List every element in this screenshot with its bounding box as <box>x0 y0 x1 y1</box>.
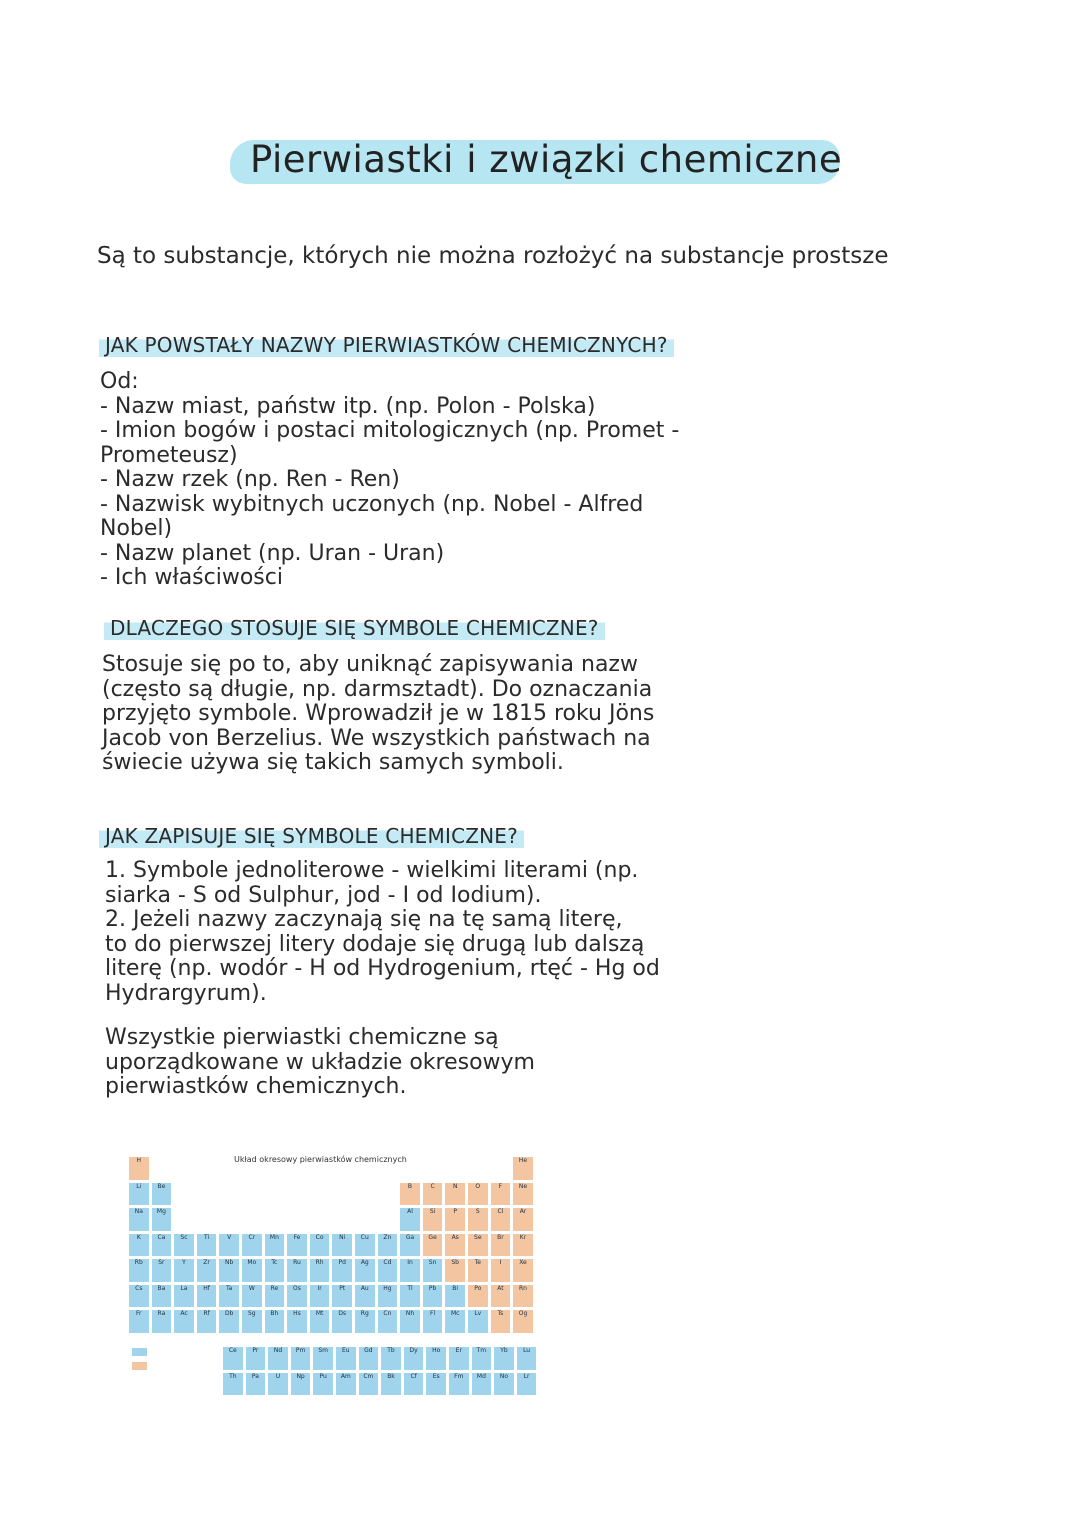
element-cell: Rh <box>309 1258 331 1283</box>
element-cell: Ac <box>173 1309 195 1334</box>
section1-line: - Nazwisk wybitnych uczonych (np. Nobel - Alfred <box>100 491 644 517</box>
summary-line: Wszystkie pierwiastki chemiczne są <box>105 1025 499 1050</box>
element-cell: La <box>173 1284 195 1309</box>
section1-line: Od: <box>100 369 139 394</box>
element-cell: F <box>490 1182 512 1207</box>
element-cell: O <box>467 1182 489 1207</box>
legend-metal-swatch <box>132 1348 147 1356</box>
element-cell: Cl <box>490 1207 512 1232</box>
element-cell: At <box>490 1284 512 1309</box>
section2-line: Jacob von Berzelius. We wszystkich państwach na <box>102 725 651 751</box>
element-cell: Md <box>471 1372 493 1397</box>
element-cell: Xe <box>512 1258 534 1283</box>
section2-line: (często są długie, np. darmsztadt). Do oznaczania <box>102 676 653 702</box>
element-cell: Ho <box>425 1346 447 1371</box>
element-cell: Ga <box>399 1233 421 1258</box>
element-cell: Bk <box>380 1372 402 1397</box>
element-cell: Te <box>467 1258 489 1283</box>
element-cell: Rn <box>512 1284 534 1309</box>
element-cell: Ge <box>422 1233 444 1258</box>
element-cell: Se <box>467 1233 489 1258</box>
element-cell: Re <box>264 1284 286 1309</box>
section1-line: - Nazw planet (np. Uran - Uran) <box>100 540 445 566</box>
summary-body <box>105 1026 535 1100</box>
element-cell: P <box>444 1207 466 1232</box>
element-cell: Pt <box>331 1284 353 1309</box>
element-cell: Lu <box>516 1346 538 1371</box>
element-cell: Ta <box>218 1284 240 1309</box>
element-cell: Dy <box>403 1346 425 1371</box>
section3-body <box>105 859 660 1006</box>
element-cell: He <box>512 1156 534 1181</box>
section3-line: Hydrargyrum). <box>105 980 267 1006</box>
element-cell: B <box>399 1182 421 1207</box>
element-cell: Sg <box>241 1309 263 1334</box>
element-cell: Be <box>151 1182 173 1207</box>
periodic-table <box>126 1148 536 1400</box>
element-cell: N <box>444 1182 466 1207</box>
element-cell: Hg <box>377 1284 399 1309</box>
element-cell: C <box>422 1182 444 1207</box>
element-cell: Na <box>128 1207 150 1232</box>
element-cell: Zn <box>377 1233 399 1258</box>
element-cell: Cu <box>354 1233 376 1258</box>
element-cell: Ar <box>512 1207 534 1232</box>
element-cell: Ag <box>354 1258 376 1283</box>
element-cell: Tc <box>264 1258 286 1283</box>
element-cell: Np <box>290 1372 312 1397</box>
intro-text: Są to substancje, których nie można rozłożyć na substancje prostsze <box>97 243 889 269</box>
element-cell: H <box>128 1156 150 1181</box>
section2-line: świecie używa się takich samych symboli. <box>102 750 564 775</box>
element-cell: Y <box>173 1258 195 1283</box>
element-cell: Li <box>128 1182 150 1207</box>
section3-line: to do pierwszej litery dodaje się drugą lub dalszą <box>105 931 645 957</box>
element-cell: Fl <box>422 1309 444 1334</box>
page-title: Pierwiastki i związki chemiczne <box>250 138 843 181</box>
section2-body <box>102 653 654 776</box>
element-cell: Mc <box>444 1309 466 1334</box>
element-cell: Rg <box>354 1309 376 1334</box>
element-cell: Tm <box>471 1346 493 1371</box>
element-cell: U <box>267 1372 289 1397</box>
element-cell: Po <box>467 1284 489 1309</box>
element-cell: Mg <box>151 1207 173 1232</box>
element-cell: Cd <box>377 1258 399 1283</box>
element-cell: Am <box>335 1372 357 1397</box>
element-cell: Ni <box>331 1233 353 1258</box>
element-cell: Al <box>399 1207 421 1232</box>
element-cell: As <box>444 1233 466 1258</box>
element-cell: Er <box>448 1346 470 1371</box>
element-cell: Tb <box>380 1346 402 1371</box>
element-cell: Rb <box>128 1258 150 1283</box>
element-cell: Fe <box>286 1233 308 1258</box>
element-cell: Lr <box>516 1372 538 1397</box>
element-cell: Ir <box>309 1284 331 1309</box>
element-cell: Gd <box>358 1346 380 1371</box>
element-cell: Eu <box>335 1346 357 1371</box>
element-cell: Rf <box>196 1309 218 1334</box>
element-cell: Pu <box>312 1372 334 1397</box>
element-cell: Si <box>422 1207 444 1232</box>
element-cell: V <box>218 1233 240 1258</box>
section1-line: - Nazw rzek (np. Ren - Ren) <box>100 467 400 492</box>
element-cell: I <box>490 1258 512 1283</box>
element-cell: Pr <box>245 1346 267 1371</box>
section1-line: - Ich właściwości <box>100 565 283 590</box>
element-cell: Co <box>309 1233 331 1258</box>
element-cell: Pm <box>290 1346 312 1371</box>
element-cell: Pd <box>331 1258 353 1283</box>
element-cell: Sb <box>444 1258 466 1283</box>
element-cell: Au <box>354 1284 376 1309</box>
element-cell: Yb <box>493 1346 515 1371</box>
element-cell: Cn <box>377 1309 399 1334</box>
element-cell: S <box>467 1207 489 1232</box>
section1-line: Prometeusz) <box>100 442 238 468</box>
section2-line: przyjęto symbole. Wprowadził je w 1815 roku Jöns <box>102 701 655 726</box>
section1-body <box>100 370 679 591</box>
legend-nonmetal-swatch <box>132 1362 147 1370</box>
element-cell: Sc <box>173 1233 195 1258</box>
element-cell: Cf <box>403 1372 425 1397</box>
summary-line: uporządkowane w układzie okresowym <box>105 1049 535 1075</box>
section1-heading: JAK POWSTAŁY NAZWY PIERWIASTKÓW CHEMICZNYCH? <box>99 331 674 359</box>
element-cell: Os <box>286 1284 308 1309</box>
element-cell: Bh <box>264 1309 286 1334</box>
section1-line: - Nazw miast, państw itp. (np. Polon - Polska) <box>100 393 596 419</box>
element-cell: Tl <box>399 1284 421 1309</box>
element-cell: Th <box>222 1372 244 1397</box>
element-cell: Zr <box>196 1258 218 1283</box>
element-cell: Sn <box>422 1258 444 1283</box>
summary-line: pierwiastków chemicznych. <box>105 1074 407 1099</box>
element-cell: Nb <box>218 1258 240 1283</box>
element-cell: Ru <box>286 1258 308 1283</box>
element-cell: Hf <box>196 1284 218 1309</box>
section2-line: Stosuje się po to, aby uniknąć zapisywania nazw <box>102 652 638 677</box>
section3-line: 1. Symbole jednoliterowe - wielkimi literami (np. <box>105 858 639 883</box>
element-cell: Pa <box>245 1372 267 1397</box>
element-cell: Cs <box>128 1284 150 1309</box>
element-cell: Sr <box>151 1258 173 1283</box>
element-cell: Ca <box>151 1233 173 1258</box>
element-cell: Ne <box>512 1182 534 1207</box>
element-cell: Ds <box>331 1309 353 1334</box>
element-cell: Sm <box>312 1346 334 1371</box>
element-cell: Br <box>490 1233 512 1258</box>
periodic-table-title: Układ okresowy pierwiastków chemicznych <box>234 1155 407 1164</box>
element-cell: Fr <box>128 1309 150 1334</box>
element-cell: Ra <box>151 1309 173 1334</box>
section3-line: literę (np. wodór - H od Hydrogenium, rtęć - Hg od <box>105 956 660 981</box>
element-cell: Lv <box>467 1309 489 1334</box>
element-cell: Mn <box>264 1233 286 1258</box>
element-cell: Pb <box>422 1284 444 1309</box>
section3-line: 2. Jeżeli nazwy zaczynają się na tę samą literę, <box>105 907 623 932</box>
element-cell: Ts <box>490 1309 512 1334</box>
section2-heading: DLACZEGO STOSUJE SIĘ SYMBOLE CHEMICZNE? <box>104 614 605 642</box>
section1-line: Nobel) <box>100 516 173 541</box>
element-cell: Ti <box>196 1233 218 1258</box>
element-cell: Fm <box>448 1372 470 1397</box>
element-cell: W <box>241 1284 263 1309</box>
section3-line: siarka - S od Sulphur, jod - I od Iodium). <box>105 882 542 908</box>
element-cell: Kr <box>512 1233 534 1258</box>
element-cell: Hs <box>286 1309 308 1334</box>
element-cell: Og <box>512 1309 534 1334</box>
element-cell: Cm <box>358 1372 380 1397</box>
element-cell: Mo <box>241 1258 263 1283</box>
section1-line: - Imion bogów i postaci mitologicznych (np. Promet - <box>100 418 680 443</box>
element-cell: In <box>399 1258 421 1283</box>
element-cell: Nh <box>399 1309 421 1334</box>
element-cell: Cr <box>241 1233 263 1258</box>
element-cell: Bi <box>444 1284 466 1309</box>
element-cell: Ce <box>222 1346 244 1371</box>
element-cell: Nd <box>267 1346 289 1371</box>
element-cell: Ba <box>151 1284 173 1309</box>
element-cell: No <box>493 1372 515 1397</box>
element-cell: Mt <box>309 1309 331 1334</box>
element-cell: K <box>128 1233 150 1258</box>
element-cell: Es <box>425 1372 447 1397</box>
element-cell: Db <box>218 1309 240 1334</box>
section3-heading: JAK ZAPISUJE SIĘ SYMBOLE CHEMICZNE? <box>99 822 524 850</box>
